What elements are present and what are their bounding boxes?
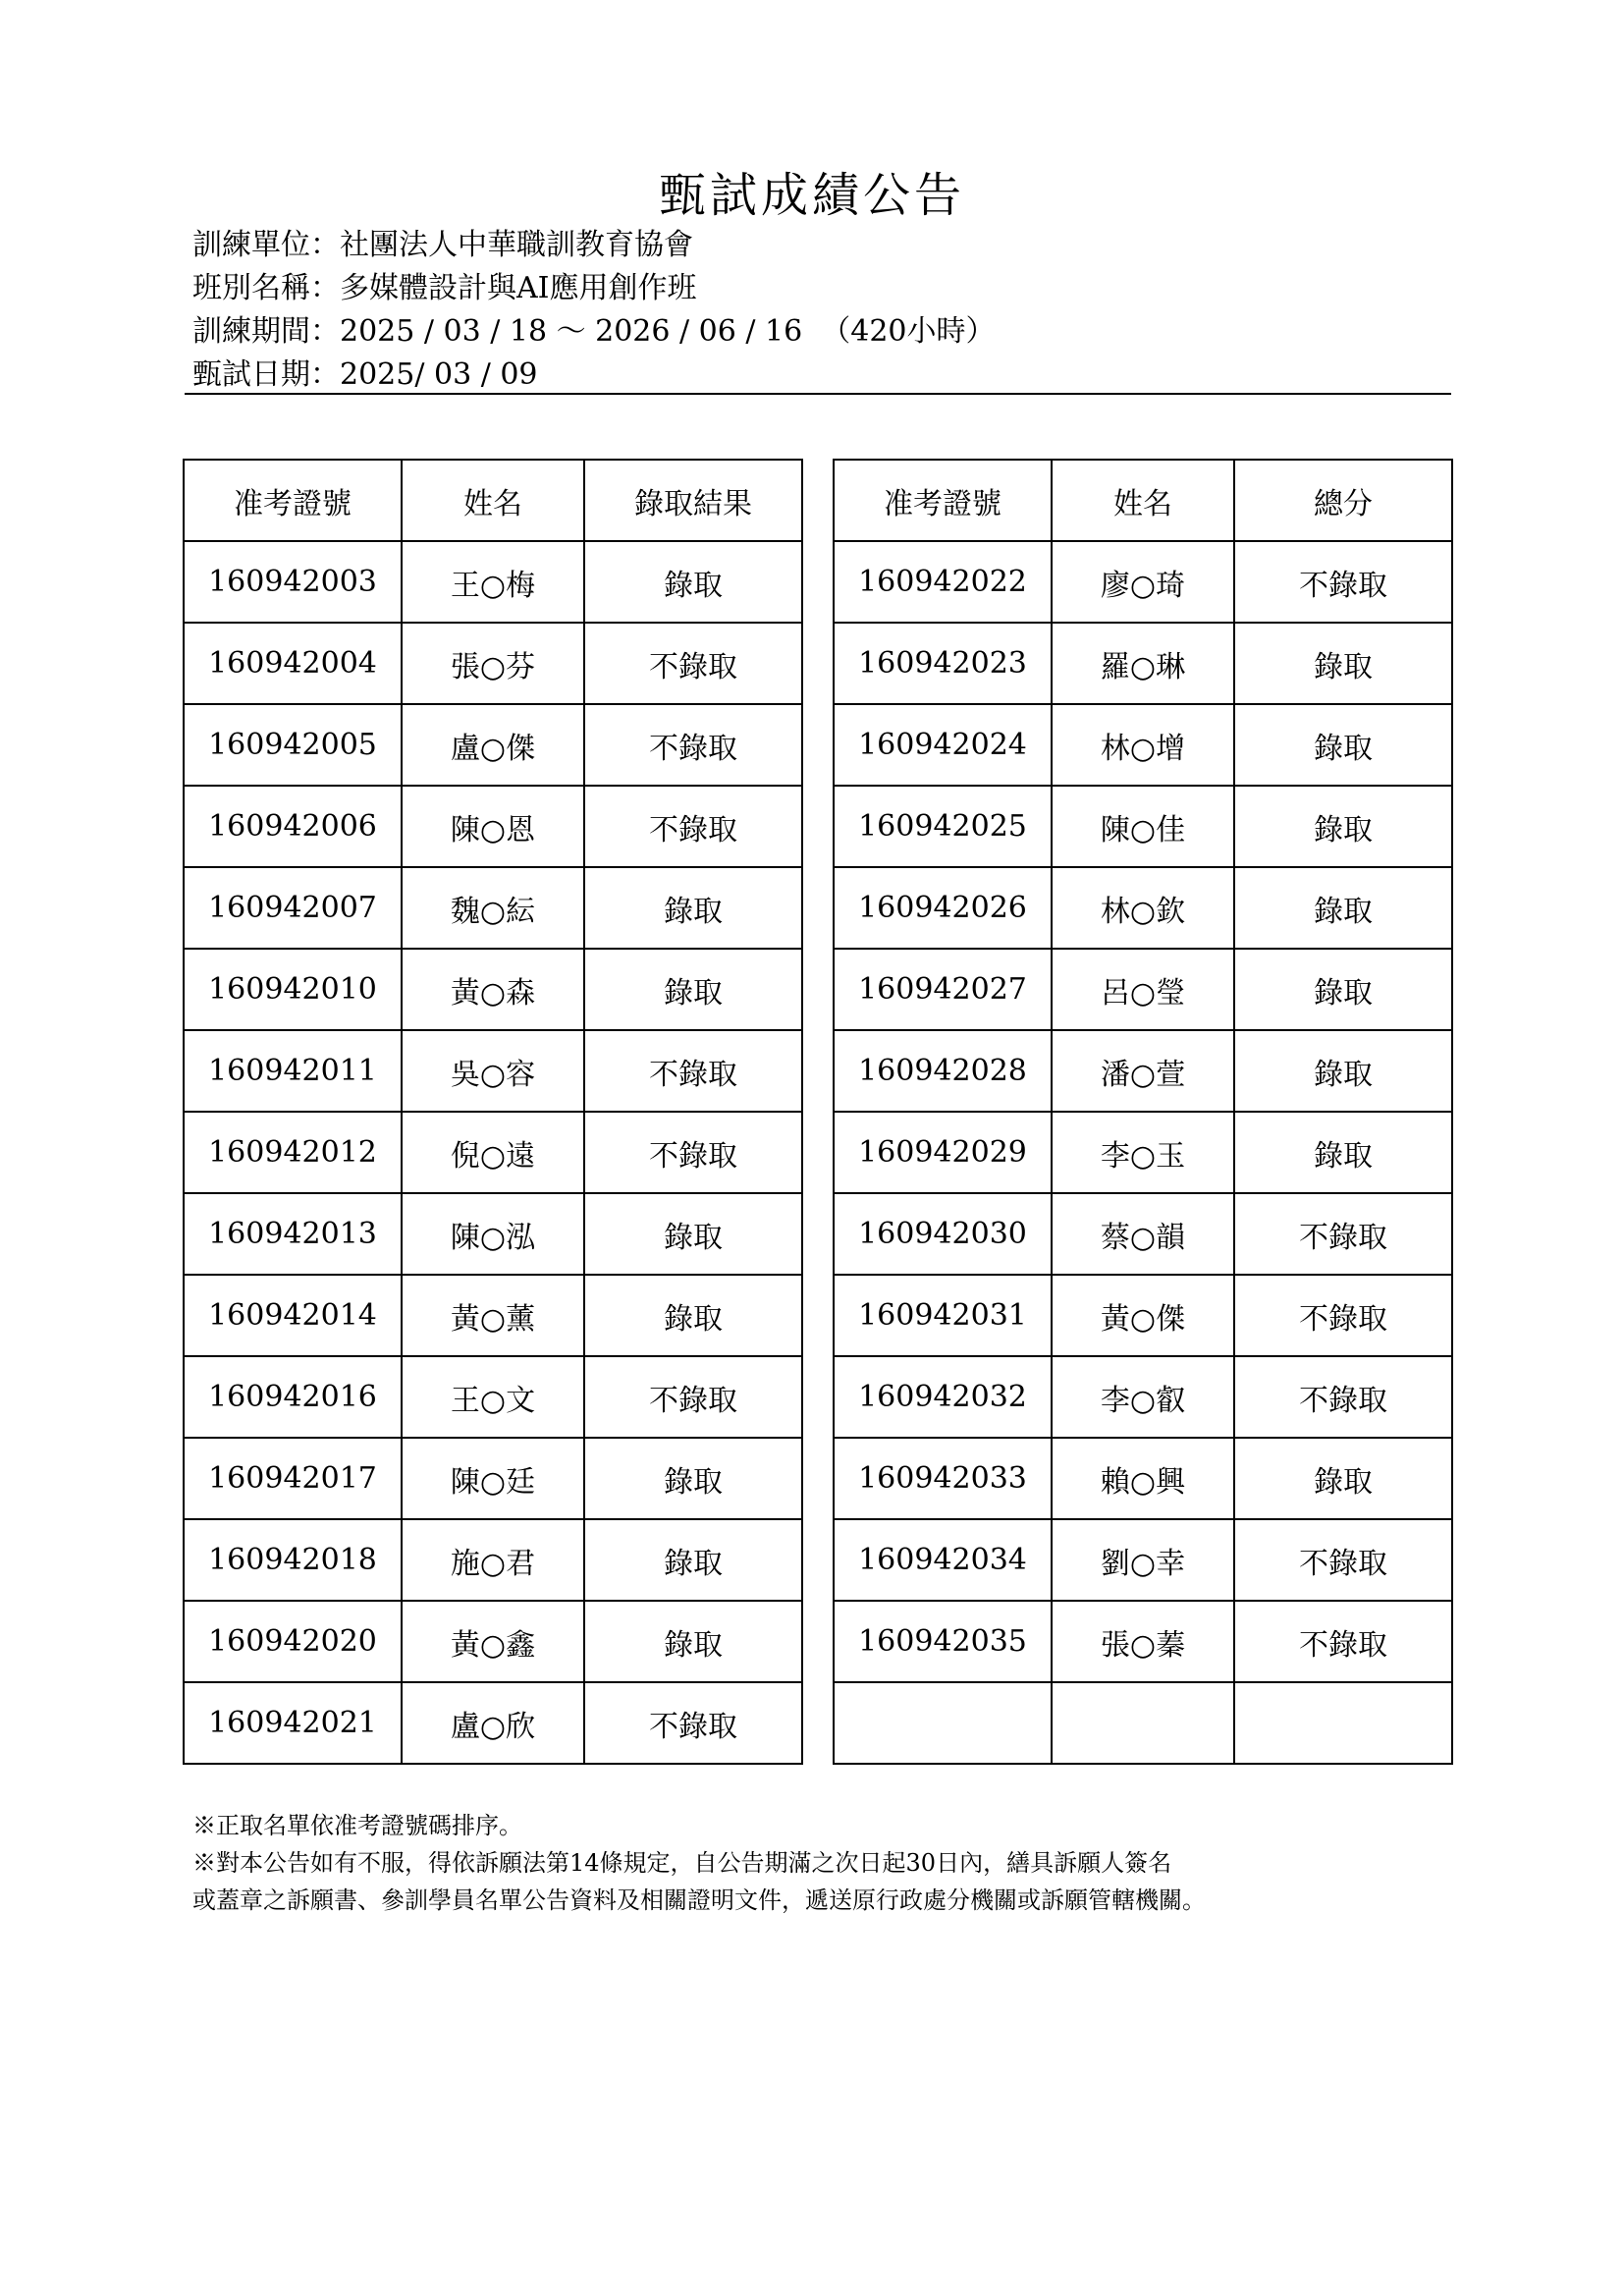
cell-result: 不錄取 <box>1234 1601 1452 1682</box>
cell-name: 張○芬 <box>402 623 584 704</box>
cell-result: 錄取 <box>1234 1112 1452 1193</box>
class-name: 班別名稱：多媒體設計與AI應用創作班 <box>192 271 697 305</box>
table-row <box>834 1601 1452 1682</box>
cell-result: 不錄取 <box>1234 1519 1452 1601</box>
announcement-meta <box>192 224 1451 397</box>
cell-result: 不錄取 <box>584 1682 802 1764</box>
table-header-row <box>184 460 802 541</box>
table-row <box>834 1193 1452 1275</box>
table-header-row <box>834 460 1452 541</box>
cell-exam-id: 160942024 <box>834 704 1052 786</box>
cell-exam-id: 160942033 <box>834 1438 1052 1519</box>
cell-name: 廖○琦 <box>1052 541 1234 623</box>
training-unit: 訓練單位：社團法人中華職訓教育協會 <box>192 228 693 262</box>
cell-exam-id: 160942011 <box>184 1030 402 1112</box>
header-exam-id: 准考證號 <box>834 460 1052 541</box>
cell-result: 錄取 <box>1234 949 1452 1030</box>
cell-result <box>1234 1682 1452 1764</box>
cell-name: 陳○廷 <box>402 1438 584 1519</box>
table-row <box>184 1112 802 1193</box>
table-row <box>834 1275 1452 1356</box>
cell-exam-id: 160942031 <box>834 1275 1052 1356</box>
cell-name: 黃○薰 <box>402 1275 584 1356</box>
table-row <box>834 949 1452 1030</box>
cell-name: 陳○恩 <box>402 786 584 867</box>
cell-name: 黃○鑫 <box>402 1601 584 1682</box>
cell-exam-id: 160942006 <box>184 786 402 867</box>
cell-exam-id: 160942034 <box>834 1519 1052 1601</box>
training-period: 訓練期間：2025 / 03 / 18 ～ 2026 / 06 / 16 （420小時） <box>192 314 996 349</box>
cell-result: 錄取 <box>1234 623 1452 704</box>
cell-exam-id: 160942017 <box>184 1438 402 1519</box>
cell-exam-id: 160942029 <box>834 1112 1052 1193</box>
cell-name: 施○君 <box>402 1519 584 1601</box>
header-result: 錄取結果 <box>584 460 802 541</box>
cell-exam-id: 160942035 <box>834 1601 1052 1682</box>
header-exam-id: 准考證號 <box>184 460 402 541</box>
header-name: 姓名 <box>1052 460 1234 541</box>
cell-result: 不錄取 <box>1234 1356 1452 1438</box>
cell-result: 不錄取 <box>584 1112 802 1193</box>
cell-name: 蔡○韻 <box>1052 1193 1234 1275</box>
cell-name: 劉○幸 <box>1052 1519 1234 1601</box>
cell-exam-id: 160942010 <box>184 949 402 1030</box>
results-table-right <box>833 459 1453 1765</box>
cell-name: 黃○傑 <box>1052 1275 1234 1356</box>
cell-name: 賴○興 <box>1052 1438 1234 1519</box>
exam-date: 甄試日期：2025/ 03 / 09 <box>192 357 538 392</box>
table-row <box>834 1112 1452 1193</box>
cell-exam-id: 160942032 <box>834 1356 1052 1438</box>
cell-exam-id: 160942013 <box>184 1193 402 1275</box>
cell-name: 王○梅 <box>402 541 584 623</box>
cell-name: 黃○森 <box>402 949 584 1030</box>
table-row <box>184 1030 802 1112</box>
cell-result: 錄取 <box>584 1275 802 1356</box>
cell-name: 陳○佳 <box>1052 786 1234 867</box>
note-appeal-continued: 或蓋章之訴願書、參訓學員名單公告資料及相關證明文件，遞送原行政處分機關或訴願管轄機關。 <box>192 1886 1206 1914</box>
cell-name: 林○欽 <box>1052 867 1234 949</box>
table-row <box>184 867 802 949</box>
table-row <box>834 704 1452 786</box>
table-row <box>184 1682 802 1764</box>
cell-name: 呂○瑩 <box>1052 949 1234 1030</box>
header-score: 總分 <box>1234 460 1452 541</box>
cell-exam-id: 160942023 <box>834 623 1052 704</box>
cell-result: 錄取 <box>584 1438 802 1519</box>
table-row <box>184 704 802 786</box>
cell-result: 錄取 <box>1234 867 1452 949</box>
results-table-left <box>183 459 803 1765</box>
table-row <box>834 1030 1452 1112</box>
table-row <box>834 541 1452 623</box>
cell-name: 倪○遠 <box>402 1112 584 1193</box>
cell-result: 錄取 <box>584 1601 802 1682</box>
cell-result: 不錄取 <box>584 1356 802 1438</box>
table-row <box>184 1356 802 1438</box>
table-row <box>184 1193 802 1275</box>
table-row <box>184 1275 802 1356</box>
page-title: 甄試成績公告 <box>658 168 965 223</box>
cell-name: 盧○欣 <box>402 1682 584 1764</box>
table-row <box>834 1356 1452 1438</box>
table-row <box>184 623 802 704</box>
notes <box>192 1807 1469 1919</box>
cell-name: 張○蓁 <box>1052 1601 1234 1682</box>
table-row <box>834 1682 1452 1764</box>
cell-exam-id: 160942027 <box>834 949 1052 1030</box>
cell-exam-id: 160942022 <box>834 541 1052 623</box>
cell-exam-id: 160942030 <box>834 1193 1052 1275</box>
table-row <box>184 949 802 1030</box>
cell-result: 錄取 <box>584 1193 802 1275</box>
table-row <box>184 541 802 623</box>
cell-result: 不錄取 <box>584 1030 802 1112</box>
cell-exam-id: 160942026 <box>834 867 1052 949</box>
cell-name: 林○增 <box>1052 704 1234 786</box>
cell-result: 錄取 <box>584 541 802 623</box>
cell-result: 錄取 <box>584 949 802 1030</box>
cell-exam-id: 160942014 <box>184 1275 402 1356</box>
header-name: 姓名 <box>402 460 584 541</box>
cell-exam-id: 160942016 <box>184 1356 402 1438</box>
cell-name: 魏○紜 <box>402 867 584 949</box>
cell-result: 錄取 <box>1234 786 1452 867</box>
table-row <box>834 623 1452 704</box>
cell-name <box>1052 1682 1234 1764</box>
cell-exam-id <box>834 1682 1052 1764</box>
table-row <box>834 1438 1452 1519</box>
table-row <box>834 786 1452 867</box>
cell-exam-id: 160942005 <box>184 704 402 786</box>
table-row <box>184 1519 802 1601</box>
cell-name: 羅○琳 <box>1052 623 1234 704</box>
cell-result: 錄取 <box>1234 1438 1452 1519</box>
cell-name: 潘○萱 <box>1052 1030 1234 1112</box>
table-row <box>834 1519 1452 1601</box>
cell-exam-id: 160942007 <box>184 867 402 949</box>
cell-exam-id: 160942004 <box>184 623 402 704</box>
cell-exam-id: 160942025 <box>834 786 1052 867</box>
cell-name: 吳○容 <box>402 1030 584 1112</box>
cell-result: 不錄取 <box>584 704 802 786</box>
cell-exam-id: 160942003 <box>184 541 402 623</box>
cell-result: 錄取 <box>1234 1030 1452 1112</box>
header-divider <box>185 393 1451 395</box>
cell-result: 不錄取 <box>584 786 802 867</box>
cell-exam-id: 160942012 <box>184 1112 402 1193</box>
table-row <box>834 867 1452 949</box>
cell-exam-id: 160942018 <box>184 1519 402 1601</box>
table-row <box>184 786 802 867</box>
table-row <box>184 1601 802 1682</box>
cell-result: 不錄取 <box>1234 1275 1452 1356</box>
cell-result: 不錄取 <box>1234 1193 1452 1275</box>
cell-name: 王○文 <box>402 1356 584 1438</box>
cell-exam-id: 160942021 <box>184 1682 402 1764</box>
cell-result: 錄取 <box>584 867 802 949</box>
cell-exam-id: 160942020 <box>184 1601 402 1682</box>
cell-result: 錄取 <box>584 1519 802 1601</box>
cell-result: 不錄取 <box>1234 541 1452 623</box>
note-appeal: ※對本公告如有不服，得依訴願法第14條規定，自公告期滿之次日起30日內，繕具訴願人簽名 <box>192 1849 1172 1877</box>
table-row <box>184 1438 802 1519</box>
cell-name: 李○叡 <box>1052 1356 1234 1438</box>
cell-name: 盧○傑 <box>402 704 584 786</box>
cell-name: 陳○泓 <box>402 1193 584 1275</box>
cell-result: 錄取 <box>1234 704 1452 786</box>
note-sort-order: ※正取名單依准考證號碼排序。 <box>192 1812 522 1839</box>
cell-name: 李○玉 <box>1052 1112 1234 1193</box>
cell-result: 不錄取 <box>584 623 802 704</box>
cell-exam-id: 160942028 <box>834 1030 1052 1112</box>
